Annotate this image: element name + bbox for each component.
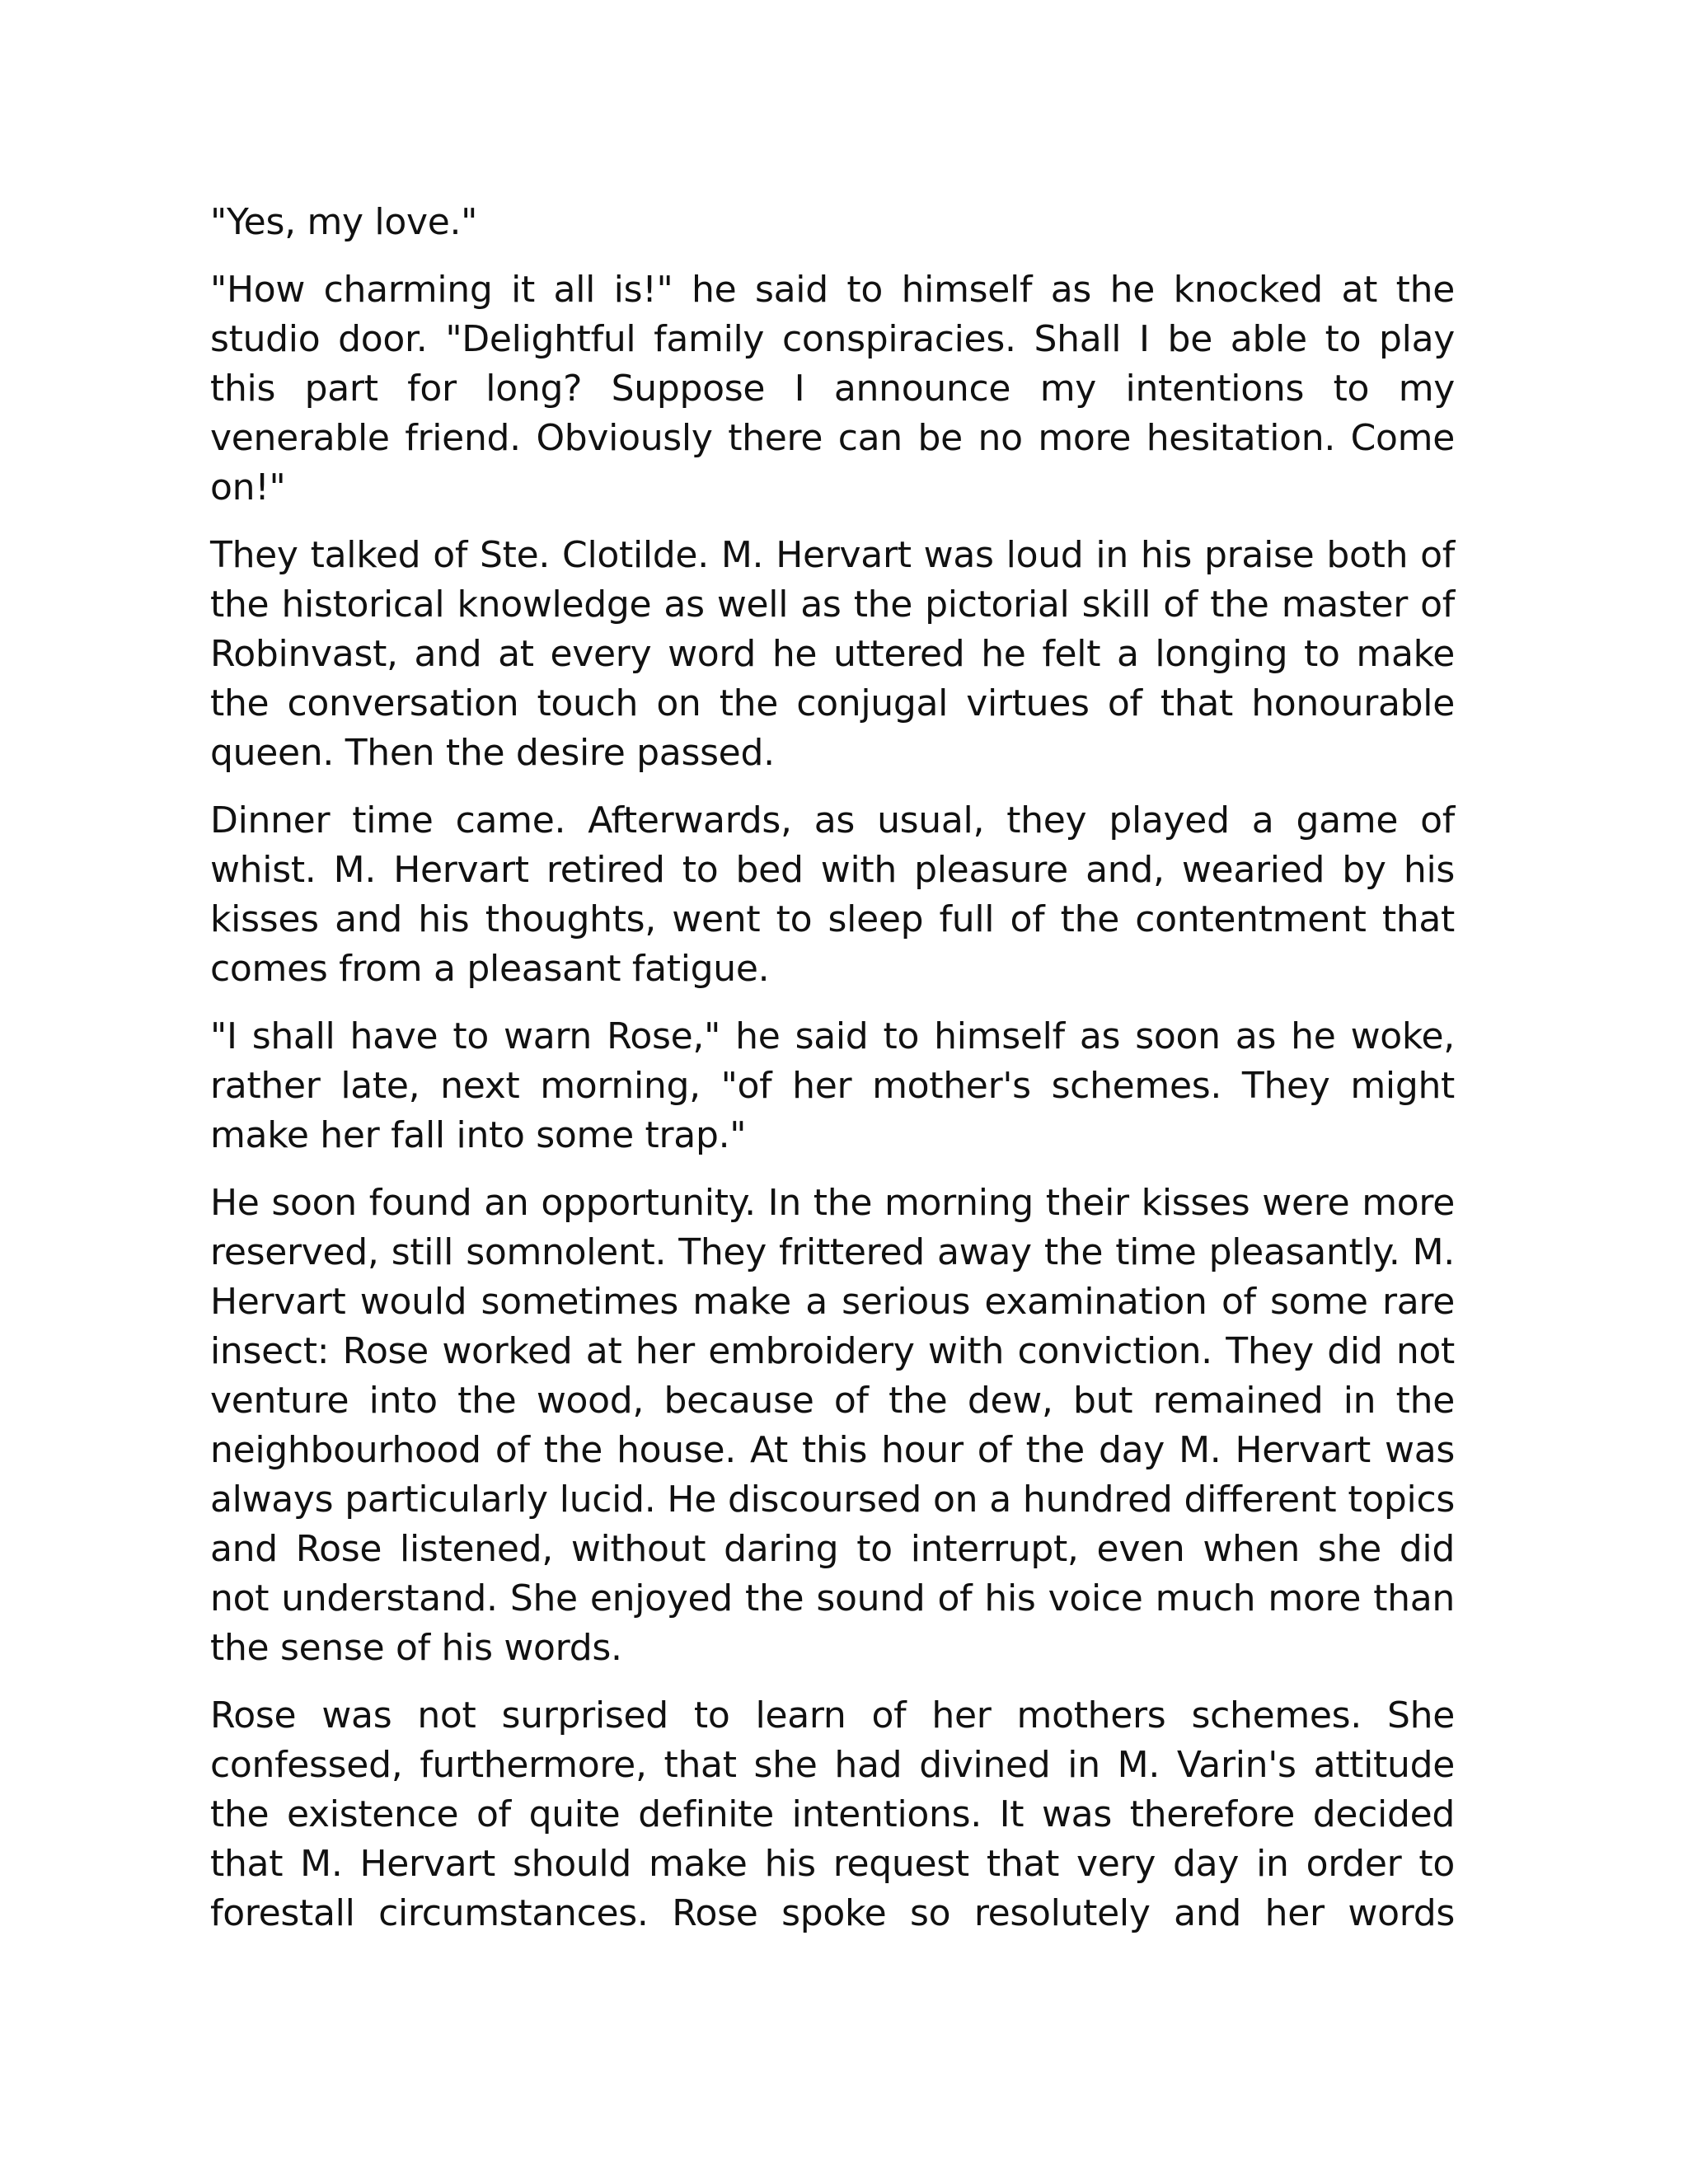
- paragraph-6: He soon found an opportunity. In the morning their kisses were more reserved, still somnolent. They frittered away the time pleasantly. M. Hervart would sometimes make a serious examination of some rare insect: Rose worked at her embroidery with conviction. They did not venture into the wood, because of the dew, but remained in the neighbourhood of the house. At this hour of the day M. Hervart was always particularly lucid. He discoursed on a hundred different topics and Rose listened, without daring to interrupt, even when she did not understand. She enjoyed the sound of his voice much more than the sense of his words.: [210, 1182, 1455, 1669]
- paragraph-5: "I shall have to warn Rose," he said to himself as soon as he woke, rather late, next morning, "of her mother's schemes. They might make her fall into some trap.": [210, 1015, 1455, 1156]
- paragraph-3: They talked of Ste. Clotilde. M. Hervart was loud in his praise both of the historical knowledge as well as the pictorial skill of the master of Robinvast, and at every word he uttered he felt a longing to make the conversation touch on the conjugal virtues of that honourable queen. Then the desire passed.: [210, 534, 1455, 774]
- paragraph-7: Rose was not surprised to learn of her mothers schemes. She confessed, furthermore, that she had divined in M. Varin's attitude the existence of quite definite intentions. It was therefore decided that M. Hervart should make his request that very day in order to forestall circumstances. Rose spoke so resolutely and her words: [210, 1694, 1455, 1934]
- paragraph-4: Dinner time came. Afterwards, as usual, they played a game of whist. M. Hervart retired to bed with pleasure and, wearied by his kisses and his thoughts, went to sleep full of the contentment that comes from a pleasant fatigue.: [210, 799, 1455, 990]
- page-body: [210, 198, 1455, 1957]
- paragraph-1: "Yes, my love.": [210, 201, 478, 243]
- paragraph-2: "How charming it all is!" he said to himself as he knocked at the studio door. "Delightful family conspiracies. Shall I be able to play this part for long? Suppose I announce my intentions to my venerable friend. Obviously there can be no more hesitation. Come on!": [210, 269, 1455, 509]
